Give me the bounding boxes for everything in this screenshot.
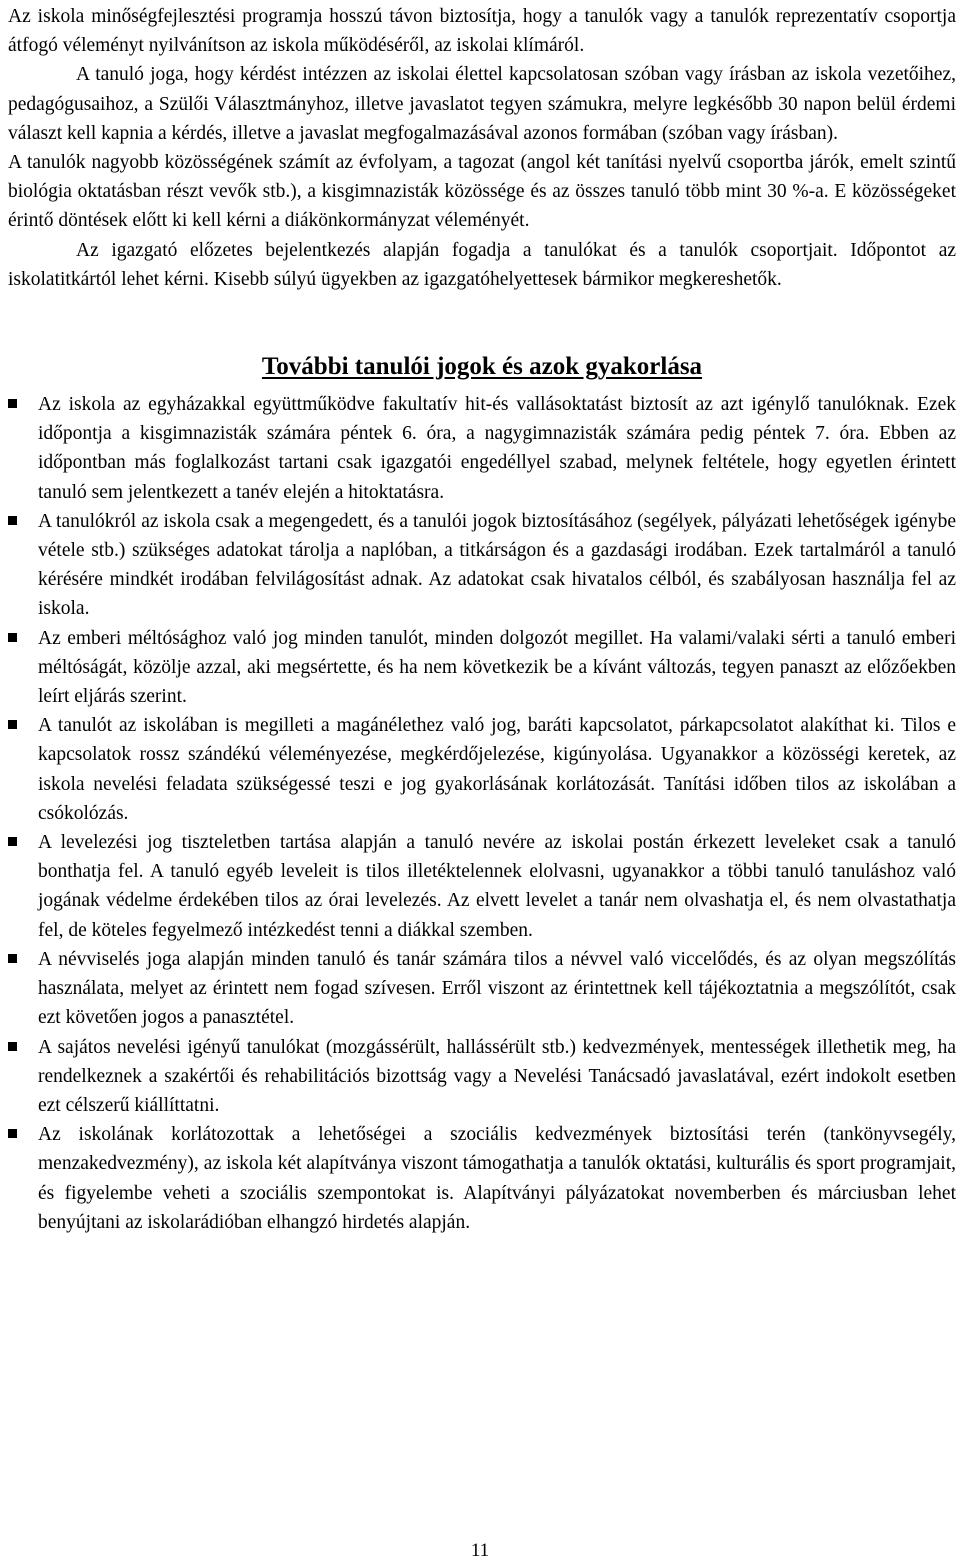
rights-bullet-list	[8, 390, 956, 1237]
square-bullet-icon	[8, 837, 17, 846]
list-item-text: A sajátos nevelési igényű tanulókat (mozgássérült, hallássérült stb.) kedvezmények, mentességek illethetik meg, ha rendelkeznek a szakértői és rehabilitációs bizottság vagy a Nevelési Tanácsadó javaslatával, ezért indokolt esetben ezt célszerű kiállíttatni.	[38, 1036, 956, 1116]
list-item	[8, 945, 956, 1033]
document-page	[8, 2, 956, 1237]
square-bullet-icon	[8, 1042, 17, 1051]
list-item	[8, 828, 956, 945]
square-bullet-icon	[8, 516, 17, 525]
intro-paragraph: Az iskola minőségfejlesztési programja hosszú távon biztosítja, hogy a tanulók vagy a tanulók reprezentatív csoportja átfogó véleményt nyilvánítson az iskola működéséről, az iskolai klímáról.	[8, 6, 956, 57]
list-item	[8, 390, 956, 507]
list-item-text: Az iskola az egyházakkal együttműködve fakultatív hit-és vallásoktatást biztosít az azt igénylő tanulóknak. Ezek időpontja a kisgimnazisták számára péntek 6. óra, a nagygimnazisták számára pedig péntek 7. óra. Ebben az időpontban más foglalkozást tartani csak igazgatói engedéllyel szabad, melynek feltétele, hogy egyetlen érintett tanuló sem jelentkezett a tanév elején a hitoktatásra.	[38, 394, 956, 503]
list-item-text: A tanulót az iskolában is megilleti a magánélethez való jog, baráti kapcsolatot, párkapcsolatot alakíthat ki. Tilos e kapcsolatok rossz szándékú véleményezése, megkérdőjelezése, kigúnyolása. Ugyanakkor a közösségi keretek, az iskola nevelési feladata szükségessé teszi e jog gyakorlásának korlátozását. Tanítási időben tilos az iskolában a csókolózás.	[38, 715, 956, 824]
page-number: 11	[470, 1540, 490, 1561]
list-item-text: A névviselés joga alapján minden tanuló és tanár számára tilos a névvel való viccelődés, és az olyan megszólítás használata, melyet az érintett nem fogad szívesen. Erről viszont az érintettnek kell tájékoztatnia a megszólítót, csak ezt követően jogos a panasztétel.	[38, 948, 956, 1029]
list-item	[8, 1033, 956, 1121]
square-bullet-icon	[8, 954, 17, 963]
square-bullet-icon	[8, 633, 17, 642]
list-item-text: Az iskolának korlátozottak a lehetőségei a szociális kedvezmények biztosítási terén (tankönyvsegély, menzakedvezmény), az iskola két alapítványa viszont támogathatja a tanulók oktatási, kulturális és sport programjait, és figyelembe veheti a szociális szempontokat is. Alapítványi pályázatokat novemberben és márciusban lehet benyújtani az iskolarádióban elhangzó hirdetés alapján.	[38, 1124, 956, 1233]
list-item	[8, 1120, 956, 1237]
square-bullet-icon	[8, 1129, 17, 1138]
list-item	[8, 711, 956, 828]
list-item	[8, 624, 956, 712]
community-paragraph: A tanulók nagyobb közösségének számít az évfolyam, a tagozat (angol két tanítási nyelvű csoportba járók, emelt szintű biológia oktatásban részt vevők stb.), a kisgimnazisták közössége és az összes tanuló több mint 30 %-a. E közösségeket érintő döntések előtt ki kell kérni a diákönkormányzat véleményét.	[8, 152, 956, 232]
section-title: További tanulói jogok és azok gyakorlása	[261, 353, 703, 381]
list-item-text: A levelezési jog tiszteletben tartása alapján a tanuló nevére az iskolai postán érkezett leveleket csak a tanuló bonthatja fel. A tanuló egyéb leveleit is tilos illetéktelennek elolvasni, ugyanakkor a többi tanuló tanuláshoz való jogának védelme érdekében tilos az órai levelezés. Az elvett levelet a tanár nem olvashatja el, és nem olvastathatja fel, de köteles fegyelmező intézkedést tenni a diákkal szemben.	[38, 832, 956, 941]
director-reception-paragraph: Az igazgató előzetes bejelentkezés alapján fogadja a tanulókat és a tanulók csoportjait. Időpontot az iskolatitkártól lehet kérni. Kisebb súlyú ügyekben az igazgatóhelyettesek bármikor megkereshetők.	[8, 239, 956, 290]
list-item-text: Az emberi méltósághoz való jog minden tanulót, minden dolgozót megillet. Ha valami/valaki sérti a tanuló emberi méltóságát, közölje azzal, aki megsértette, és ha nem következik be a kívánt változás, tegyen panaszt az előzőekben leírt eljárás szerint.	[38, 627, 956, 708]
square-bullet-icon	[8, 720, 17, 729]
square-bullet-icon	[8, 399, 17, 408]
question-rights-paragraph: A tanuló joga, hogy kérdést intézzen az iskolai élettel kapcsolatosan szóban vagy írásban az iskola vezetőihez, pedagógusaihoz, a Szülői Választmányhoz, illetve javaslatot tegyen számukra, melyre legkésőbb 30 napon belül érdemi választ kell kapnia a kérdés, illetve a javaslat megfogalmazásával azonos formában (szóban vagy írásban).	[8, 64, 956, 144]
list-item	[8, 507, 956, 624]
section-spacer	[8, 294, 956, 352]
list-item-text: A tanulókról az iskola csak a megengedett, és a tanulói jogok biztosításához (segélyek, pályázati lehetőségek igénybe vétele stb.) szükséges adatokat tárolja a naplóban, a titkárságon és a gazdasági irodában. Ezek tartalmáról a tanuló kérésére mindkét irodában felvilágosítást adnak. Az adatokat csak hivatalos célból, és szabályosan használja fel az iskola.	[38, 510, 956, 620]
